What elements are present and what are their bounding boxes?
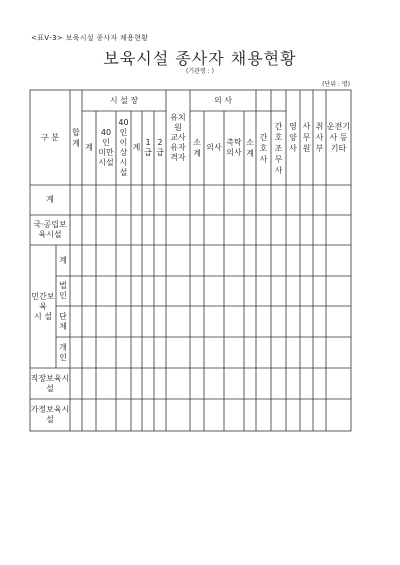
header-grade-2: 2급 xyxy=(156,138,164,157)
header-medical-subtotal: 소계 xyxy=(246,138,254,158)
header-nutritionist: 영양사 xyxy=(289,122,297,153)
header-teacher-total: 계 xyxy=(132,143,141,152)
header-nurse-aide: 간호조무사 xyxy=(274,121,283,175)
row-label-corporate: 법 인 xyxy=(59,281,67,300)
header-facility-total: 계 xyxy=(85,143,93,152)
row-label-organization: 단 체 xyxy=(59,311,67,331)
header-facility-head-group: 시 설 장 xyxy=(109,95,139,105)
table-caption: <표Ⅴ-3> 보육시설 종사자 채용현황 xyxy=(31,34,149,42)
header-total: 합계 xyxy=(72,127,80,148)
unit-label: (단위 : 명) xyxy=(322,81,350,88)
header-office-worker: 사무원 xyxy=(302,122,311,153)
row-label-private-group: 민간보 육 시 설 xyxy=(31,291,55,321)
row-label-individual: 개 인 xyxy=(59,342,67,362)
row-label-private-total: 계 xyxy=(59,255,67,265)
header-under-40: 40 인 미만 시설 xyxy=(98,128,114,167)
header-cook: 취사부 xyxy=(315,122,324,153)
header-doctor: 의사 xyxy=(206,143,222,152)
institution-label: (기관명 : ) xyxy=(186,68,214,75)
row-label-workplace: 직장보육시 설 xyxy=(30,373,70,393)
header-grade-1: 1급 xyxy=(144,138,152,157)
header-category: 구 분 xyxy=(41,132,59,142)
header-driver-other: 운전기사 등 기타 xyxy=(326,122,351,153)
header-subtotal: 소계 xyxy=(193,138,201,158)
header-medical-group: 의 사 xyxy=(214,95,232,105)
header-oriental-doctor: 촉탁 의사 xyxy=(226,138,242,157)
row-label-public: 국·공립보 육시설 xyxy=(33,220,67,239)
header-over-40: 40 인 이상 시설 xyxy=(118,118,129,177)
header-kindergarten-teacher: 유치 원 교사 유자 격자 xyxy=(170,112,186,162)
row-label-total: 계 xyxy=(46,195,54,204)
header-nurse: 간호사 xyxy=(259,132,268,164)
page-title: 보육시설 종사자 채용현황 xyxy=(103,49,297,68)
row-label-home: 가정보육시 설 xyxy=(30,405,70,424)
